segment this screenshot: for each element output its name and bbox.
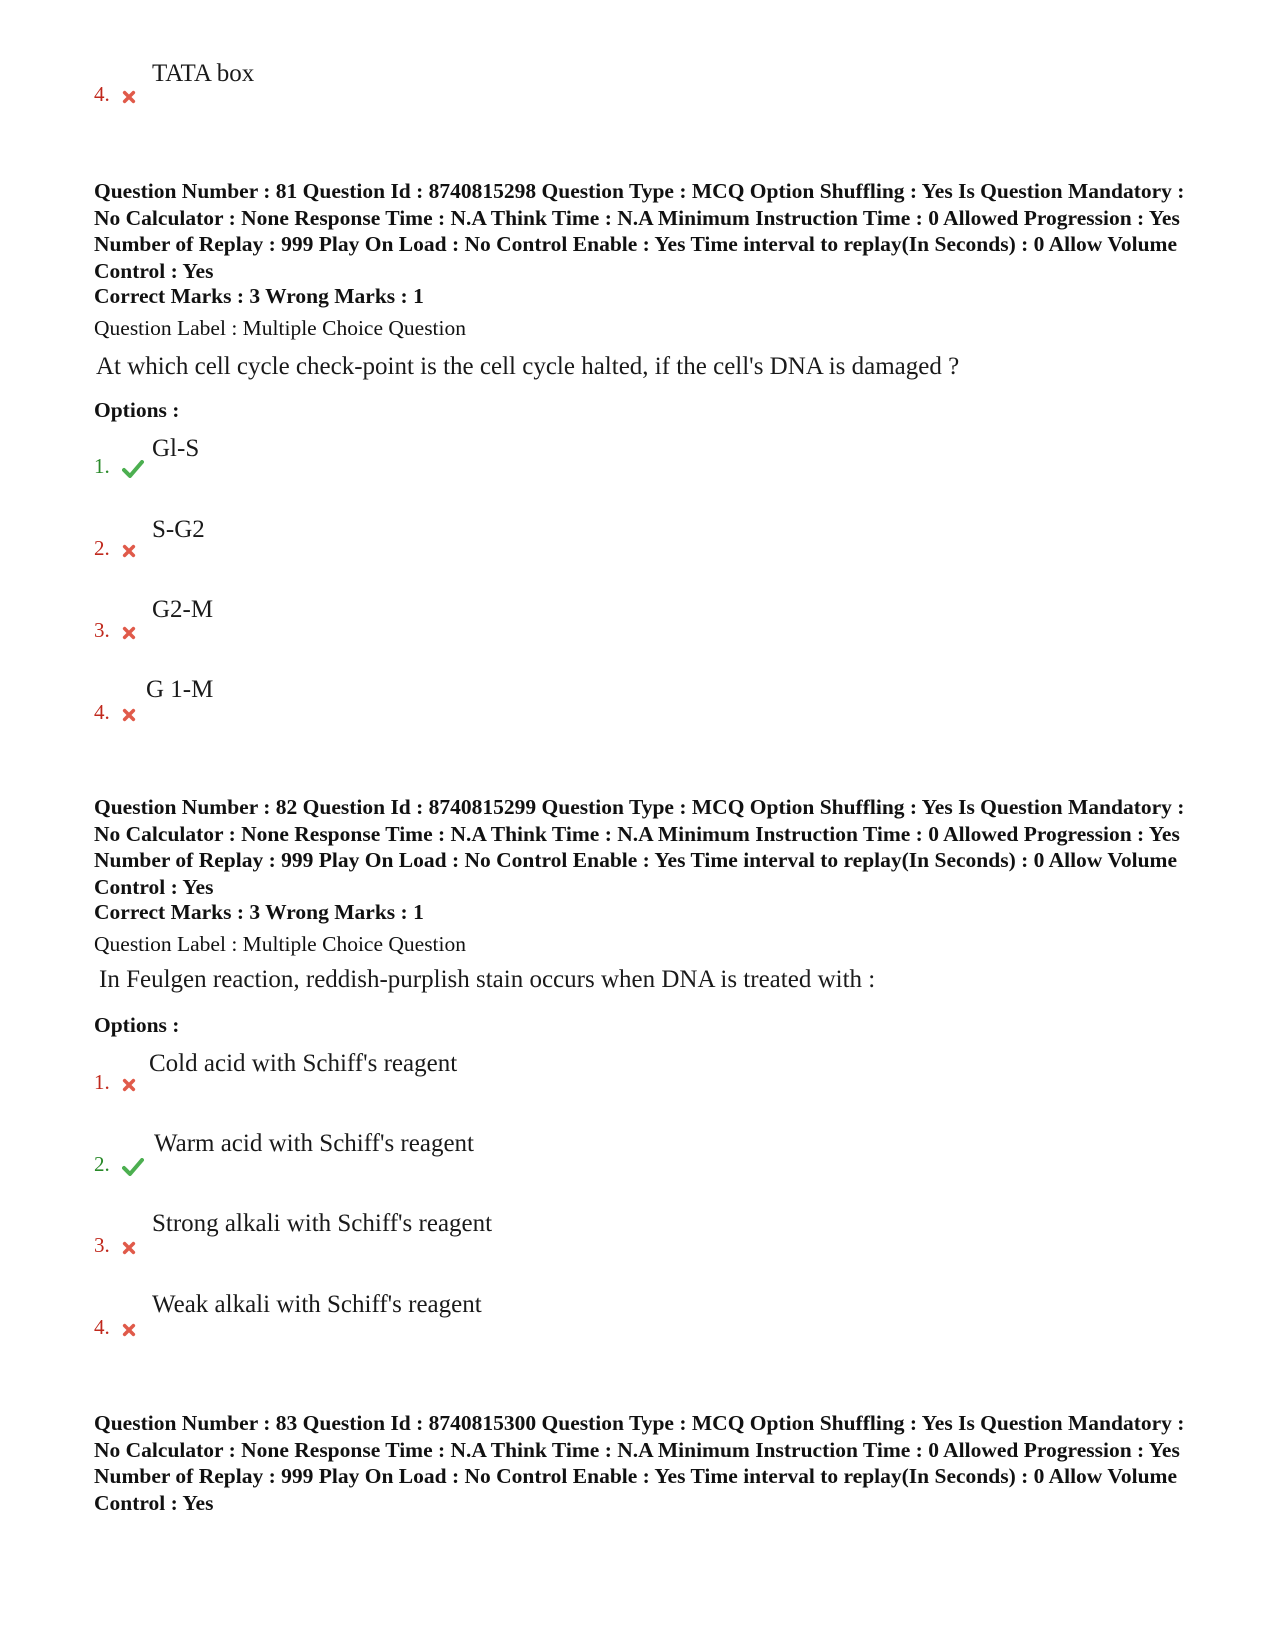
option-text: Warm acid with Schiff's reagent: [154, 1130, 474, 1157]
option-row: [94, 1070, 136, 1095]
option-row: [94, 1315, 136, 1340]
cross-icon: [122, 1078, 136, 1092]
question-label: Question Label : Multiple Choice Question: [94, 316, 467, 340]
options-heading: Options :: [94, 1013, 180, 1037]
option-number: 1.: [94, 454, 110, 478]
option-number: 2.: [94, 536, 110, 560]
cross-icon: [122, 626, 136, 640]
option-number: 1.: [94, 1070, 110, 1094]
cross-icon: [122, 90, 136, 104]
question-text: At which cell cycle check-point is the cell cycle halted, if the cell's DNA is damaged ?: [96, 353, 960, 380]
cross-icon: [122, 1241, 136, 1255]
option-number: 2.: [94, 1152, 110, 1176]
option-number: 4.: [94, 1315, 110, 1339]
question-meta: Question Number : 83 Question Id : 8740815300 Question Type : MCQ Option Shuffling : Yes Is Question Mandatory : No Calculator : None Response Time : N.A Think Time : N.A Minimum Instruction Time : 0 Allowed Progression : Yes Number of Replay : 999 Play On Load : No Control Enable : Yes Time interval to replay(In Seconds) : 0 Allow Volume Control : Yes: [94, 1411, 1185, 1515]
option-number: 4.: [94, 700, 110, 724]
option-row: [94, 1152, 144, 1177]
option-row: [94, 454, 144, 479]
check-icon: [122, 460, 144, 478]
question-text: In Feulgen reaction, reddish-purplish stain occurs when DNA is treated with :: [99, 966, 876, 993]
option-text: Gl-S: [152, 435, 200, 462]
cross-icon: [122, 1323, 136, 1337]
option-text: TATA box: [152, 60, 255, 87]
options-heading: Options :: [94, 398, 180, 422]
option-row: [94, 700, 136, 725]
option-row: [94, 618, 136, 643]
question-marks: Correct Marks : 3 Wrong Marks : 1: [94, 284, 424, 308]
question-marks: Correct Marks : 3 Wrong Marks : 1: [94, 900, 424, 924]
option-text: G2-M: [152, 596, 214, 623]
cross-icon: [122, 708, 136, 722]
option-row: [94, 1233, 136, 1258]
option-number: 3.: [94, 1233, 110, 1257]
option-number: 4.: [94, 82, 110, 106]
option-text: Weak alkali with Schiff's reagent: [152, 1291, 482, 1318]
option-number: 3.: [94, 618, 110, 642]
question-meta: Question Number : 81 Question Id : 8740815298 Question Type : MCQ Option Shuffling : Yes Is Question Mandatory : No Calculator : None Response Time : N.A Think Time : N.A Minimum Instruction Time : 0 Allowed Progression : Yes Number of Replay : 999 Play On Load : No Control Enable : Yes Time interval to replay(In Seconds) : 0 Allow Volume Control : Yes: [94, 179, 1185, 283]
cross-icon: [122, 544, 136, 558]
option-text: Strong alkali with Schiff's reagent: [152, 1210, 493, 1237]
check-icon: [122, 1158, 144, 1176]
option-text: G 1-M: [146, 676, 214, 703]
question-meta: Question Number : 82 Question Id : 8740815299 Question Type : MCQ Option Shuffling : Yes Is Question Mandatory : No Calculator : None Response Time : N.A Think Time : N.A Minimum Instruction Time : 0 Allowed Progression : Yes Number of Replay : 999 Play On Load : No Control Enable : Yes Time interval to replay(In Seconds) : 0 Allow Volume Control : Yes: [94, 795, 1185, 899]
option-row: [94, 82, 136, 107]
option-text: Cold acid with Schiff's reagent: [149, 1050, 458, 1077]
question-label: Question Label : Multiple Choice Question: [94, 932, 467, 956]
option-row: [94, 536, 136, 561]
option-text: S-G2: [152, 516, 205, 543]
